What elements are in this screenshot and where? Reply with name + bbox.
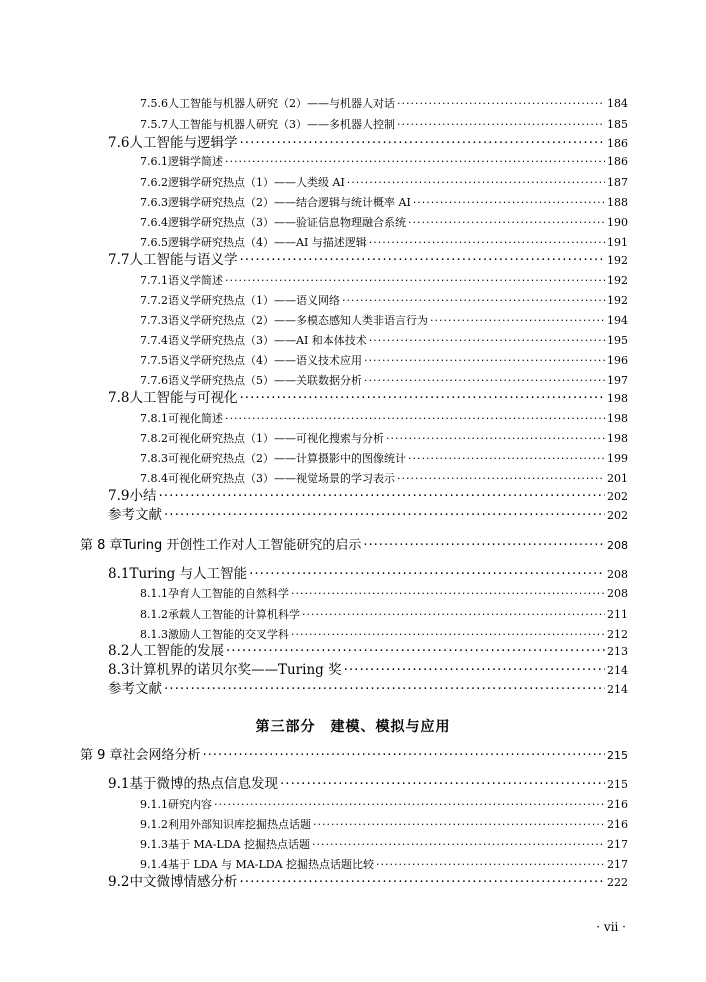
dot-leader	[342, 295, 605, 306]
toc-entry-number: 第 9 章	[80, 748, 123, 763]
dot-leader	[164, 683, 605, 697]
toc-entry-number: 7.6.2	[140, 176, 168, 189]
dot-leader	[344, 664, 605, 678]
toc-section-entry	[140, 473, 628, 484]
dot-leader	[376, 859, 605, 870]
dot-leader	[397, 98, 605, 109]
toc-entry-page: 216	[607, 818, 628, 831]
toc-entry-page: 202	[607, 490, 628, 503]
toc-entry-page: 208	[607, 568, 628, 581]
toc-entry-title: 基于 LDA 与 MA-LDA 挖掘热点话题比较	[168, 858, 375, 871]
toc-entry-number: 7.7.3	[140, 314, 168, 327]
dot-leader	[280, 778, 605, 792]
toc-section-entry	[140, 819, 628, 830]
toc-entry-page: 199	[607, 452, 628, 465]
toc-section-entry	[140, 859, 628, 870]
toc-section-entry	[108, 254, 628, 268]
toc-entry-number: 7.9	[108, 488, 130, 504]
toc-entry-number: 9.1.2	[140, 818, 168, 831]
toc-entry-page: 184	[607, 97, 628, 110]
toc-entry-title: 逻辑学研究热点（3）——验证信息物理融合系统	[168, 216, 406, 229]
dot-leader	[226, 645, 605, 659]
toc-section-entry	[140, 413, 628, 424]
toc-entry-page: 214	[607, 683, 628, 696]
toc-entry-page: 186	[607, 137, 628, 150]
toc-entry-title: 语义学研究热点（5）——关联数据分析	[168, 374, 362, 387]
toc-entry-title: Turing 与人工智能	[129, 566, 248, 582]
toc-entry-title: 参考文献	[108, 681, 162, 697]
toc-section-entry	[140, 237, 628, 248]
dot-leader	[239, 137, 605, 151]
toc-entry-page: 214	[607, 664, 628, 677]
toc-entry-number: 7.6.5	[140, 236, 168, 249]
toc-entry-number: 7.8.3	[140, 452, 168, 465]
toc-entry-title: 承载人工智能的计算机科学	[168, 608, 300, 621]
toc-section-entry	[108, 645, 628, 659]
toc-section-entry	[108, 778, 628, 792]
toc-entry-title: 可视化研究热点（1）——可视化搜索与分析	[168, 432, 384, 445]
toc-entry-number: 7.6.3	[140, 196, 168, 209]
toc-entry-title: 人工智能与机器人研究（3）——多机器人控制	[168, 118, 395, 131]
toc-entry-title: 基于微博的热点信息发现	[129, 776, 278, 792]
toc-entry-page: 222	[607, 876, 628, 889]
toc-entry-title: 可视化简述	[168, 412, 223, 425]
toc-section-entry	[108, 392, 628, 406]
toc-section-entry	[140, 453, 628, 464]
dot-leader	[408, 453, 605, 464]
toc-entry-number: 9.2	[108, 874, 130, 890]
toc-entry-page: 217	[607, 838, 628, 851]
toc-entry-title: 语义学研究热点（2）——多模态感知人类非语言行为	[168, 314, 428, 327]
toc-entry-title: 小结	[129, 488, 157, 504]
dot-leader	[225, 156, 605, 167]
toc-entry-title: 孕育人工智能的自然科学	[168, 587, 289, 600]
toc-section-entry	[140, 588, 628, 599]
toc-entry-page: 217	[607, 858, 628, 871]
toc-entry-number: 7.8.4	[140, 472, 168, 485]
toc-entry-number: 8.1.1	[140, 587, 168, 600]
toc-entry-number: 7.5.7	[140, 118, 168, 131]
toc-chapter-entry	[80, 539, 628, 552]
toc-entry-number: 7.8.2	[140, 432, 168, 445]
toc-entry-page: 212	[607, 628, 628, 641]
dot-leader	[364, 355, 605, 366]
toc-entry-page: 198	[607, 432, 628, 445]
toc-entry-page: 216	[607, 798, 628, 811]
toc-entry-title: 逻辑学研究热点（1）——人类级 AI	[168, 176, 345, 189]
toc-entry-title: 语义学研究热点（3）——AI 和本体技术	[168, 334, 367, 347]
dot-leader	[312, 839, 605, 850]
toc-section-entry	[140, 335, 628, 346]
dot-leader	[397, 119, 605, 130]
toc-entry-title: 人工智能与可视化	[129, 390, 238, 406]
toc-entry-page: 188	[607, 196, 628, 209]
dot-leader	[239, 392, 605, 406]
toc-entry-page: 185	[607, 118, 628, 131]
toc-entry-title: 人工智能的发展	[129, 643, 224, 659]
toc-entry-title: Turing 开创性工作对人工智能研究的启示	[122, 538, 362, 553]
toc-references-entry	[108, 509, 628, 523]
toc-entry-title: 语义学简述	[168, 274, 223, 287]
dot-leader	[164, 509, 605, 523]
toc-section-entry	[140, 98, 628, 109]
toc-entry-title: 逻辑学研究热点（2）——结合逻辑与统计概率 AI	[168, 196, 411, 209]
toc-entry-number: 7.7.5	[140, 354, 168, 367]
toc-entry-number: 9.1.3	[140, 838, 168, 851]
dot-leader	[397, 473, 605, 484]
toc-section-entry	[140, 609, 628, 620]
toc-entry-number: 7.7.4	[140, 334, 168, 347]
toc-entry-number: 8.2	[108, 643, 130, 659]
dot-leader	[225, 275, 605, 286]
toc-section-entry	[140, 355, 628, 366]
toc-entry-title: 人工智能与机器人研究（2）——与机器人对话	[168, 97, 395, 110]
toc-section-entry	[108, 137, 628, 151]
toc-entry-title: 可视化研究热点（3）——视觉场景的学习表示	[168, 472, 395, 485]
toc-section-entry	[140, 839, 628, 850]
dot-leader	[347, 177, 605, 188]
toc-entry-title: 人工智能与语义学	[129, 252, 238, 268]
toc-entry-title: 研究内容	[168, 798, 212, 811]
toc-entry-number: 9.1	[108, 776, 130, 792]
toc-entry-page: 194	[607, 314, 628, 327]
toc-entry-number: 8.3	[108, 662, 130, 678]
toc-entry-page: 215	[607, 778, 628, 791]
toc-entry-number: 8.1	[108, 566, 130, 582]
toc-section-entry	[140, 629, 628, 640]
toc-entry-number: 7.7.6	[140, 374, 168, 387]
toc-section-entry	[140, 217, 628, 228]
toc-entry-number: 7.6.4	[140, 216, 168, 229]
toc-entry-title: 可视化研究热点（2）——计算摄影中的图像统计	[168, 452, 406, 465]
part-heading: 第三部分 建模、模拟与应用	[255, 719, 451, 735]
toc-entry-page: 191	[607, 236, 628, 249]
toc-entry-title: 逻辑学研究热点（4）——AI 与描述逻辑	[168, 236, 367, 249]
toc-entry-page: 190	[607, 216, 628, 229]
toc-entry-number: 9.1.4	[140, 858, 168, 871]
dot-leader	[214, 799, 605, 810]
toc-entry-title: 参考文献	[108, 507, 162, 523]
dot-leader	[313, 819, 605, 830]
toc-entry-page: 213	[607, 645, 628, 658]
toc-entry-number: 8.1.3	[140, 628, 168, 641]
dot-leader	[386, 433, 605, 444]
toc-entry-page: 192	[607, 254, 628, 267]
toc-entry-title: 基于 MA-LDA 挖掘热点话题	[168, 838, 310, 851]
toc-entry-page: 192	[607, 294, 628, 307]
toc-entry-page: 187	[607, 176, 628, 189]
toc-entry-page: 192	[607, 274, 628, 287]
dot-leader	[364, 375, 605, 386]
toc-section-entry	[140, 433, 628, 444]
toc-chapter-entry	[80, 749, 628, 762]
dot-leader	[430, 315, 605, 326]
toc-section-entry	[140, 295, 628, 306]
toc-entry-title: 计算机界的诺贝尔奖——Turing 奖	[129, 662, 342, 678]
toc-entry-page: 196	[607, 354, 628, 367]
toc-entry-title: 语义学研究热点（4）——语义技术应用	[168, 354, 362, 367]
dot-leader	[203, 749, 605, 762]
toc-entry-page: 208	[607, 539, 628, 552]
dot-leader	[363, 539, 605, 552]
dot-leader	[408, 217, 605, 228]
toc-section-entry	[140, 315, 628, 326]
dot-leader	[302, 609, 605, 620]
toc-entry-page: 202	[607, 509, 628, 522]
toc-references-entry	[108, 683, 628, 697]
toc-entry-page: 198	[607, 392, 628, 405]
toc-entry-page: 186	[607, 155, 628, 168]
toc-section-entry	[140, 197, 628, 208]
dot-leader	[413, 197, 605, 208]
toc-entry-number: 7.8	[108, 390, 130, 406]
dot-leader	[158, 490, 605, 504]
toc-entry-title: 激励人工智能的交叉学科	[168, 628, 289, 641]
toc-entry-number: 8.1.2	[140, 608, 168, 621]
toc-entry-page: 195	[607, 334, 628, 347]
toc-section-entry	[108, 664, 628, 678]
toc-section-entry	[140, 275, 628, 286]
toc-entry-title: 利用外部知识库挖掘热点话题	[168, 818, 311, 831]
toc-entry-number: 7.5.6	[140, 97, 168, 110]
toc-section-entry	[140, 156, 628, 167]
dot-leader	[369, 237, 605, 248]
dot-leader	[291, 588, 605, 599]
dot-leader	[239, 876, 605, 890]
toc-entry-page: 198	[607, 412, 628, 425]
toc-entry-title: 中文微博情感分析	[129, 874, 238, 890]
toc-entry-number: 7.7.2	[140, 294, 168, 307]
dot-leader	[225, 413, 605, 424]
toc-section-entry	[140, 119, 628, 130]
toc-entry-page: 201	[607, 472, 628, 485]
toc-section-entry	[140, 177, 628, 188]
toc-section-entry	[140, 799, 628, 810]
toc-entry-number: 7.6.1	[140, 155, 168, 168]
dot-leader	[239, 254, 605, 268]
toc-entry-title: 人工智能与逻辑学	[129, 135, 238, 151]
toc-entry-page: 208	[607, 587, 628, 600]
toc-entry-number: 7.7.1	[140, 274, 168, 287]
toc-entry-page: 211	[607, 608, 628, 621]
page-number: · vii ·	[596, 920, 626, 934]
dot-leader	[369, 335, 605, 346]
toc-section-entry	[108, 876, 628, 890]
toc-entry-number: 7.7	[108, 252, 130, 268]
toc-entry-number: 第 8 章	[80, 538, 123, 553]
toc-entry-page: 197	[607, 374, 628, 387]
toc-entry-number: 7.8.1	[140, 412, 168, 425]
toc-section-entry	[140, 375, 628, 386]
toc-entry-page: 215	[607, 749, 628, 762]
toc-entry-number: 7.6	[108, 135, 130, 151]
toc-section-entry	[108, 568, 628, 582]
toc-entry-title: 逻辑学简述	[168, 155, 223, 168]
toc-entry-title: 社会网络分析	[122, 748, 201, 763]
toc-entry-number: 9.1.1	[140, 798, 168, 811]
dot-leader	[249, 568, 605, 582]
toc-entry-title: 语义学研究热点（1）——语义网络	[168, 294, 340, 307]
toc-section-entry	[108, 490, 628, 504]
dot-leader	[291, 629, 605, 640]
